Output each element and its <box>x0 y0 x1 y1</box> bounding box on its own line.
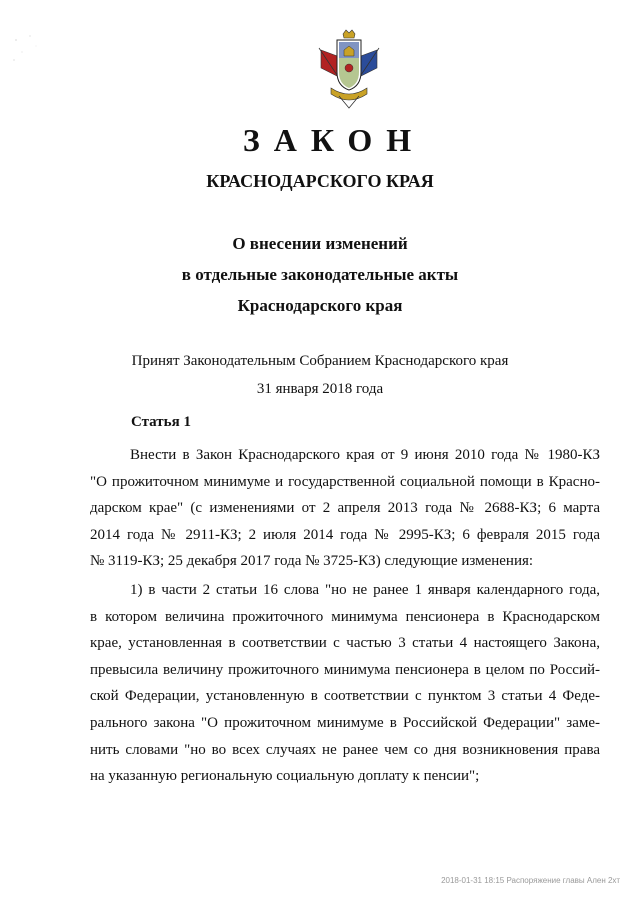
paragraph-line: нить словами "но во всех случаях не ранее чем со дня возникновения права <box>90 741 600 758</box>
paragraph-line: превысила величину прожиточного минимума пенсионера в целом по Россий- <box>90 661 600 678</box>
adoption-info <box>0 347 640 403</box>
paragraph-line: 1) в части 2 статьи 16 слова "но не ранее 1 января календарного года, <box>130 582 600 598</box>
paragraph-line: дарском крае" (с изменениями от 2 апреля 2013 года № 2688-КЗ; 6 марта <box>90 500 600 517</box>
paragraph-line: на указанную региональную социальную доплату к пенсии"; <box>90 768 480 785</box>
subject-line: О внесении изменений <box>232 234 408 253</box>
adoption-body: Принят Законодательным Собранием Краснодарского края <box>131 353 509 369</box>
adoption-date: 31 января 2018 года <box>256 381 384 397</box>
paragraph-line: крае, установленная в соответствии с частью 3 статьи 4 настоящего Закона, <box>90 635 600 652</box>
article-paragraph-2 <box>90 577 600 790</box>
paragraph-line: "О прожиточном минимуме и государственной социальной помощи в Красно- <box>90 473 600 490</box>
paragraph-line: рального закона "О прожиточном минимуме в Российской Федерации" заме- <box>90 714 600 731</box>
paragraph-line: в котором величина прожиточного минимума пенсионера в Краснодарском <box>90 608 600 625</box>
paragraph-line: 2014 года № 2911-КЗ; 2 июля 2014 года № 2995-КЗ; 6 февраля 2015 года <box>90 526 600 543</box>
region-title: КРАСНОДАРСКОГО КРАЯ <box>206 171 434 191</box>
subject-line: в отдельные законодательные акты <box>181 265 459 284</box>
subject-line: Краснодарского края <box>237 296 403 315</box>
scan-noise <box>10 30 50 70</box>
paragraph-line: ской Федерации, установленную в соответствии с пунктом 3 статьи 4 Феде- <box>90 688 600 705</box>
coat-of-arms-emblem <box>317 28 381 110</box>
paragraph-line: № 3119-КЗ; 25 декабря 2017 года № 3725-КЗ) следующие изменения: <box>90 553 534 570</box>
article-heading: Статья 1 <box>131 414 191 430</box>
law-subject <box>0 228 640 321</box>
law-title: ЗАКОН <box>242 122 426 158</box>
paragraph-line: Внести в Закон Краснодарского края от 9 июня 2010 года № 1980-КЗ <box>130 447 600 463</box>
scan-footer-stamp: 2018-01-31 18:15 Распоряжение главы Ален 2хт <box>441 876 620 885</box>
article-paragraph-1 <box>90 442 600 575</box>
